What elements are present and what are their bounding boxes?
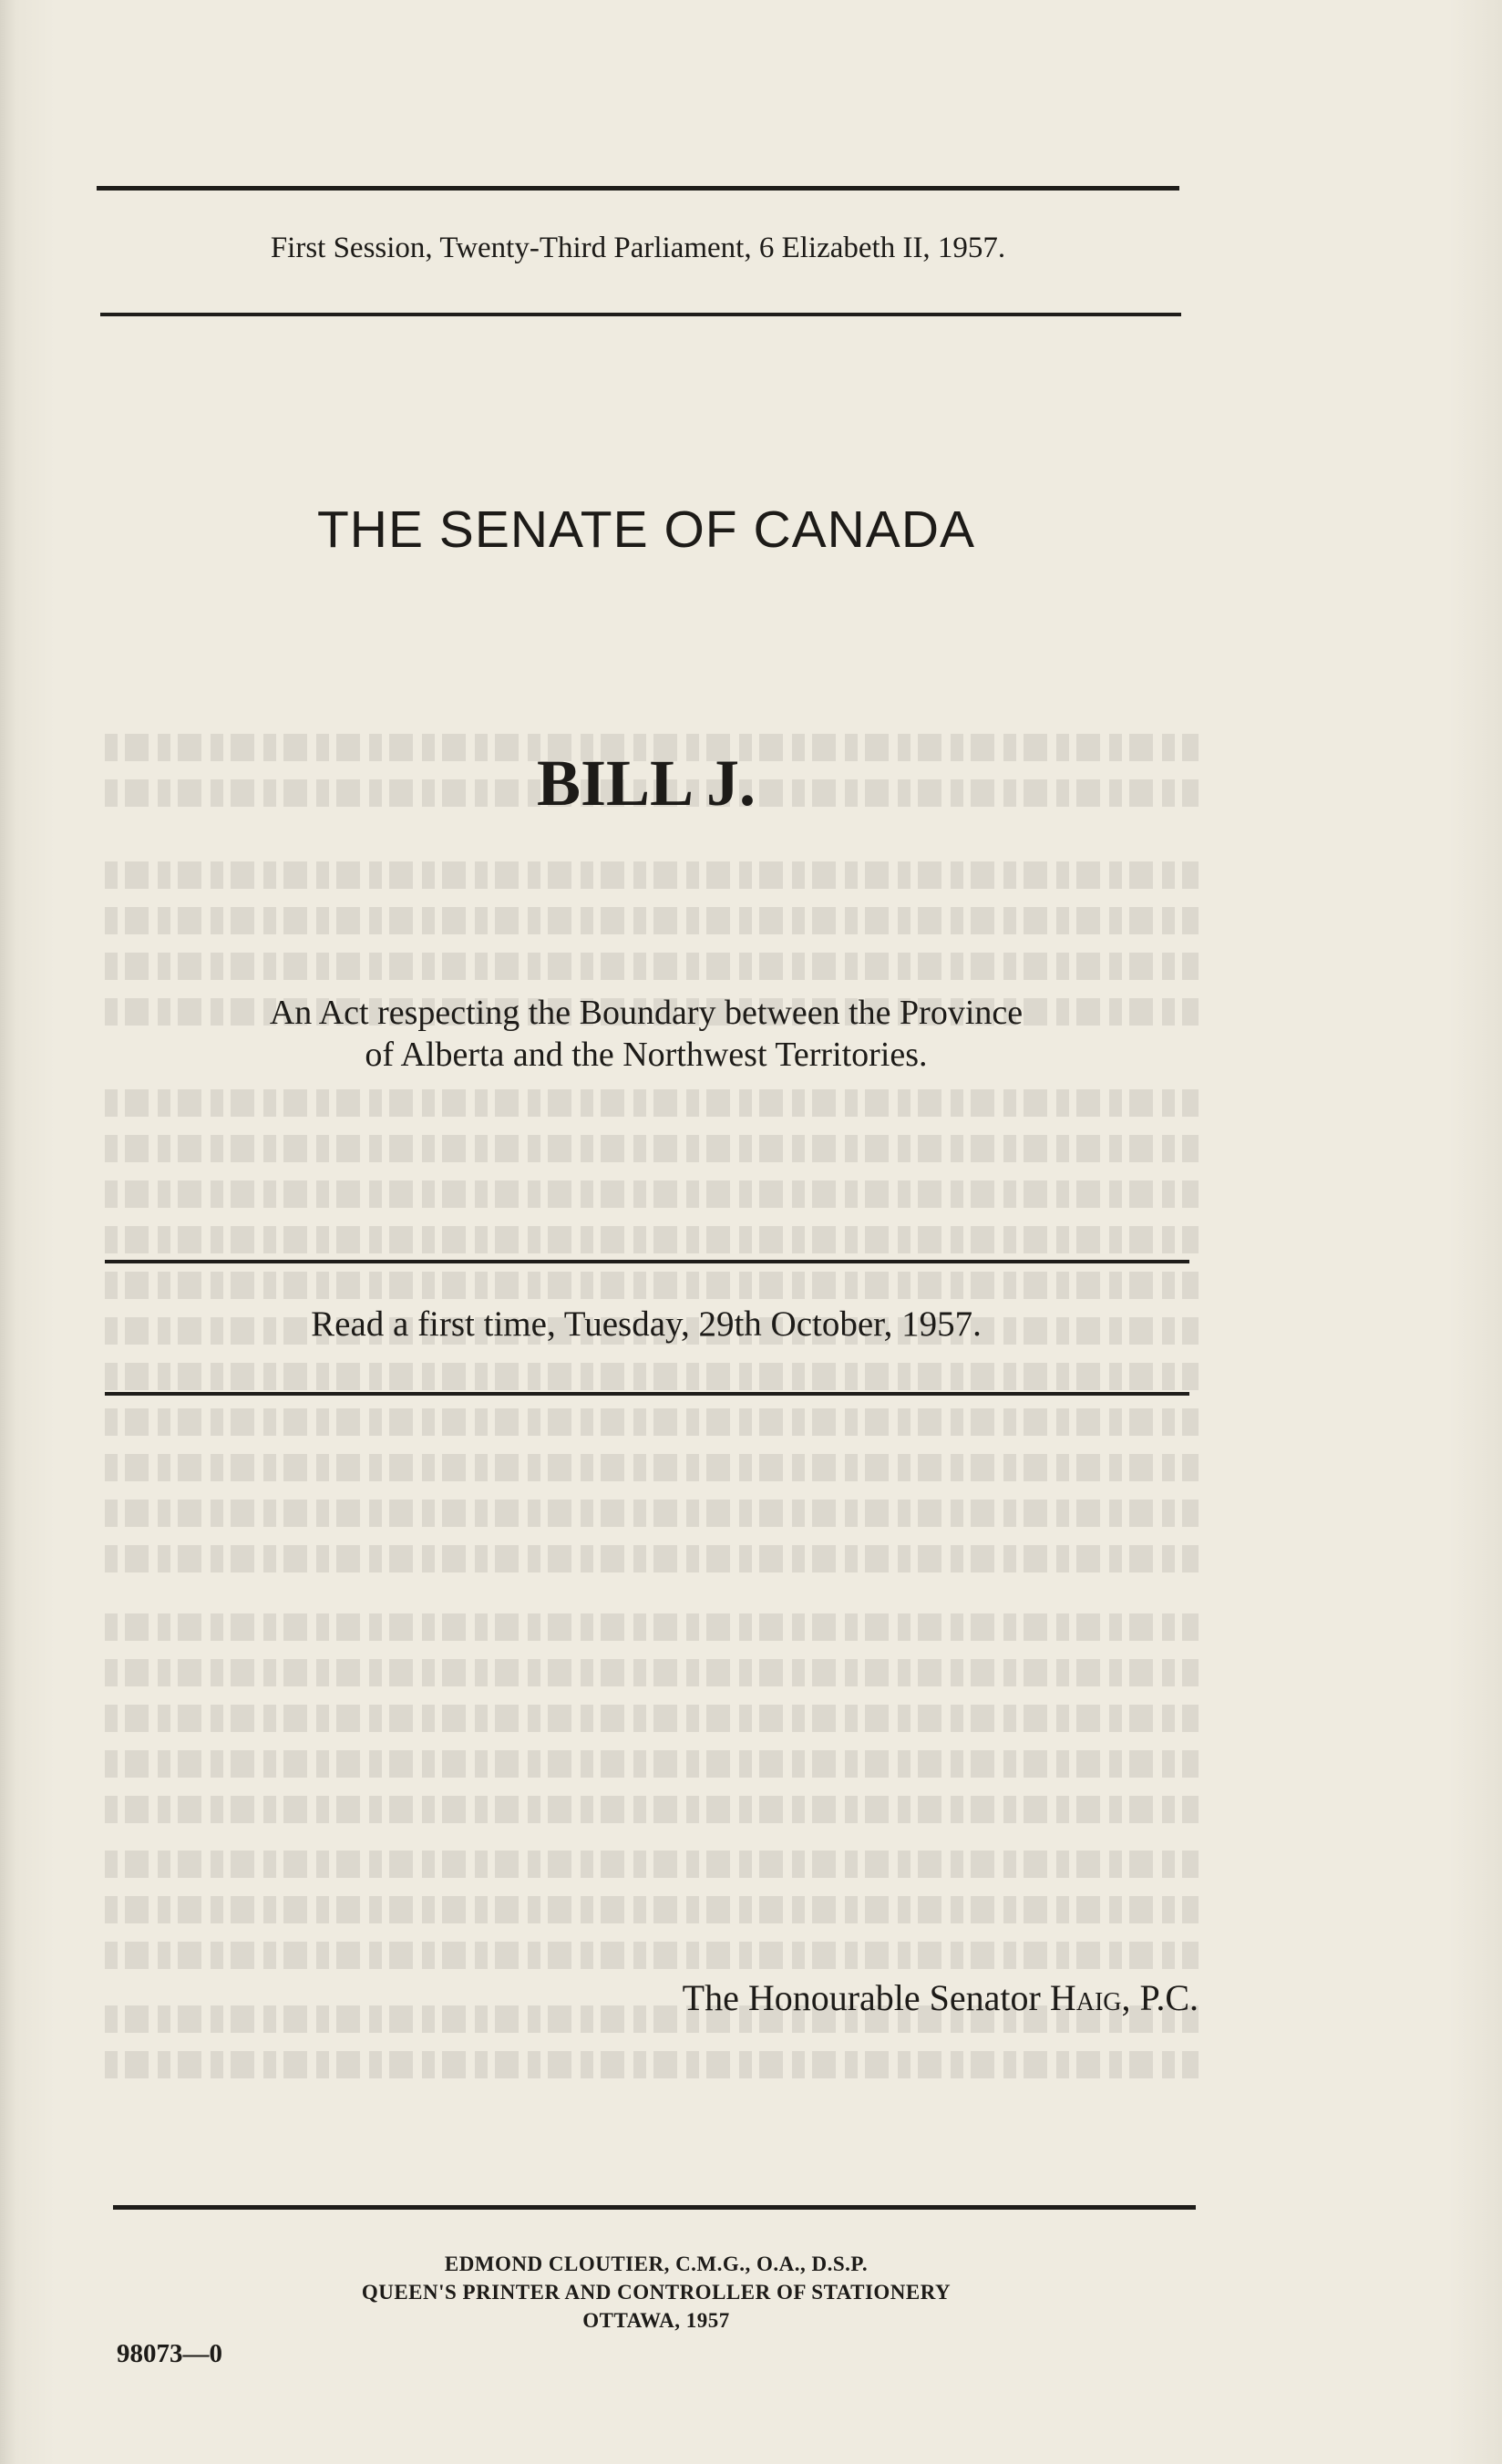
- sponsor-prefix: The Honourable Senator: [682, 1977, 1050, 2018]
- act-description-line-2: of Alberta and the Northwest Territories.: [365, 1036, 928, 1074]
- sponsor-line: [683, 1976, 1199, 2019]
- imprint-rule: [113, 2205, 1196, 2210]
- session-rule: [100, 313, 1181, 316]
- printer-title: QUEEN'S PRINTER AND CONTROLLER OF STATIONERY: [361, 2281, 952, 2304]
- bill-title: BILL J.: [536, 747, 756, 820]
- act-description-line-1: An Act respecting the Boundary between the Province: [269, 994, 1024, 1032]
- reading-rule-top: [105, 1260, 1189, 1263]
- sponsor-name: Haig: [1049, 1977, 1122, 2018]
- printer-imprint: [0, 2250, 1312, 2335]
- reading-rule-bottom: [105, 1392, 1189, 1396]
- sponsor-suffix: , P.C.: [1121, 1977, 1199, 2018]
- printer-place-year: OTTAWA, 1957: [582, 2309, 730, 2332]
- senate-heading: THE SENATE OF CANADA: [316, 500, 976, 559]
- document-code: 98073—0: [117, 2339, 222, 2368]
- session-line: First Session, Twenty-Third Parliament, 6 Elizabeth II, 1957.: [270, 232, 1006, 264]
- top-rule: [97, 186, 1179, 191]
- first-reading-line: Read a first time, Tuesday, 29th October, 1957.: [311, 1304, 982, 1344]
- act-description: [0, 992, 1292, 1076]
- printer-name: EDMOND CLOUTIER, C.M.G., O.A., D.S.P.: [444, 2253, 869, 2275]
